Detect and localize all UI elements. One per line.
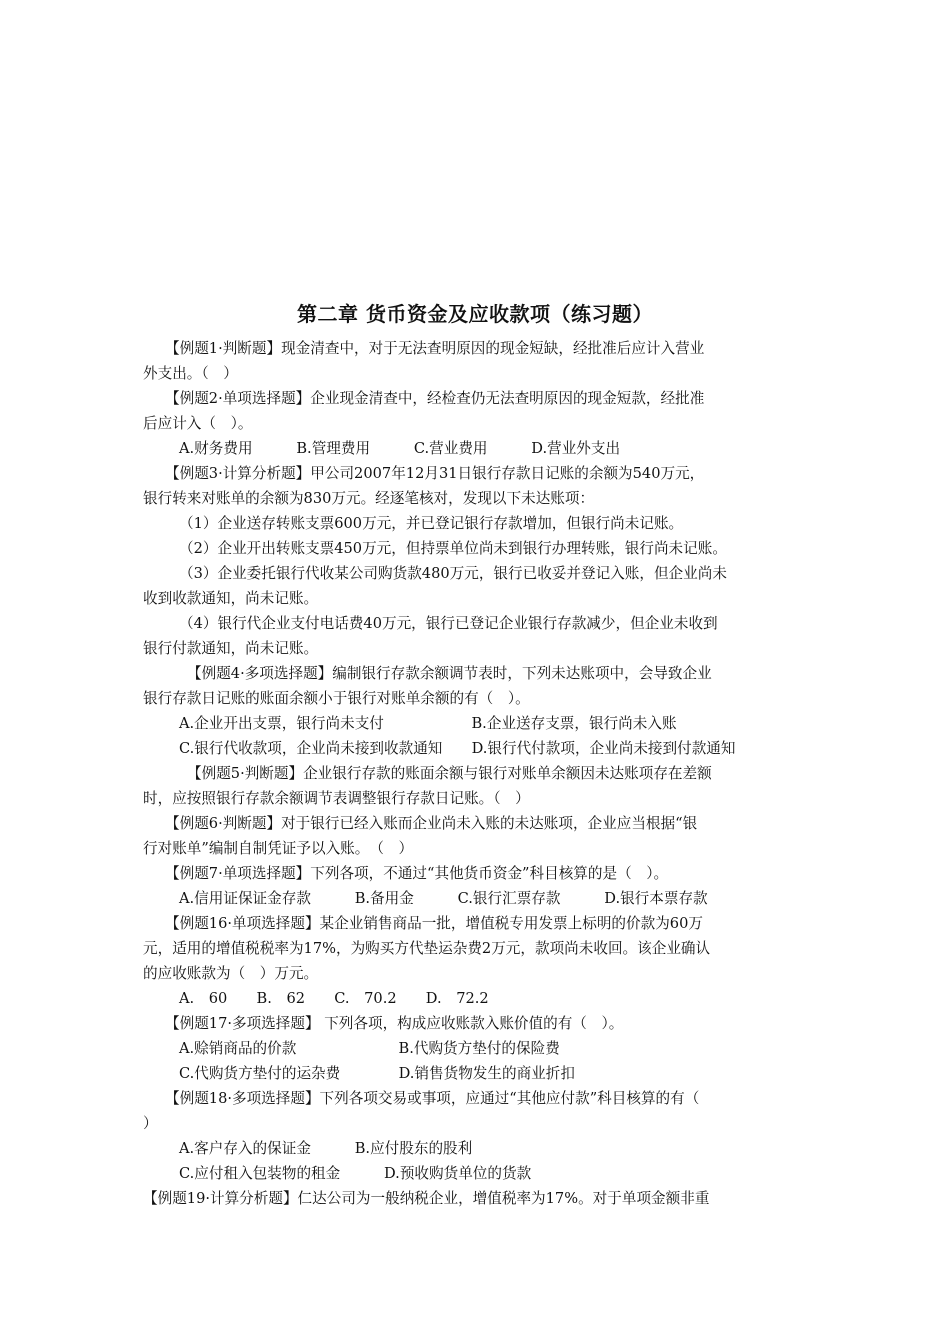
q4-line-2: 银行存款日记账的账面余额小于银行对账单余额的有（ ）。 — [143, 690, 530, 707]
q7-options: A.信用证保证金存款 B.备用金 C.银行汇票存款 D.银行本票存款 — [179, 890, 708, 907]
q3-line-1: 【例题3·计算分析题】甲公司2007年12月31日银行存款日记账的余额为540万元， — [165, 465, 705, 482]
q3-item-3-line-2: 收到收款通知，尚未记账。 — [143, 590, 319, 607]
q16-options: A. 60 B. 62 C. 70.2 D. 72.2 — [179, 990, 489, 1007]
q2-options: A.财务费用 B.管理费用 C.营业费用 D.营业外支出 — [179, 440, 621, 457]
q19-line-1: 【例题19·计算分析题】仁达公司为一般纳税企业，增值税率为17%。对于单项金额非重 — [143, 1190, 710, 1207]
q4-options-ab: A.企业开出支票，银行尚未支付 B.企业送存支票，银行尚未入账 — [179, 715, 677, 732]
q18-line-1: 【例题18·多项选择题】下列各项交易或事项，应通过“其他应付款”科目核算的有（ — [165, 1090, 700, 1107]
q5-line-1: 【例题5·判断题】企业银行存款的账面余额与银行对账单余额因未达账项存在差额 — [187, 765, 712, 782]
q3-item-4-line-2: 银行付款通知，尚未记账。 — [143, 640, 319, 657]
q17-options-ab: A.赊销商品的价款 B.代购货方垫付的保险费 — [179, 1040, 560, 1057]
q5-line-2: 时，应按照银行存款余额调节表调整银行存款日记账。（ ） — [143, 790, 530, 807]
q6-line-1: 【例题6·判断题】对于银行已经入账而企业尚未入账的未达账项，企业应当根据“银 — [165, 815, 698, 832]
q7-line-1: 【例题7·单项选择题】下列各项，不通过“其他货币资金”科目核算的是（ ）。 — [165, 865, 669, 882]
chapter-title: 第二章 货币资金及应收款项（练习题） — [297, 302, 653, 326]
q3-item-4-line-1: （4）银行代企业支付电话费40万元，银行已登记企业银行存款减少，但企业未收到 — [179, 615, 718, 632]
q17-options-cd: C.代购货方垫付的运杂费 D.销售货物发生的商业折扣 — [179, 1065, 575, 1082]
q3-line-2: 银行转来对账单的余额为830万元。经逐笔核对，发现以下未达账项： — [143, 490, 595, 507]
document-page — [143, 296, 807, 1211]
q16-line-3: 的应收账款为（ ）万元。 — [143, 965, 319, 982]
q6-line-2: 行对账单”编制自制凭证予以入账。 （ ） — [143, 840, 414, 857]
q4-line-1: 【例题4·多项选择题】编制银行存款余额调节表时，下列未达账项中，会导致企业 — [187, 665, 712, 682]
q17-line-1: 【例题17·多项选择题】 下列各项，构成应收账款入账价值的有（ ）。 — [165, 1015, 624, 1032]
q3-item-1: （1）企业送存转账支票600万元，并已登记银行存款增加，但银行尚未记账。 — [179, 515, 684, 532]
q1-line-1: 【例题1·判断题】现金清查中，对于无法查明原因的现金短缺，经批准后应计入营业 — [165, 340, 705, 357]
q4-options-cd: C.银行代收款项，企业尚未接到收款通知 D.银行代付款项，企业尚未接到付款通知 — [179, 740, 736, 757]
q16-line-2: 元，适用的增值税税率为17%，为购买方代垫运杂费2万元，款项尚未收回。该企业确认 — [143, 940, 711, 957]
q3-item-2: （2）企业开出转账支票450万元，但持票单位尚未到银行办理转账，银行尚未记账。 — [179, 540, 727, 557]
q16-line-1: 【例题16·单项选择题】某企业销售商品一批，增值税专用发票上标明的价款为60万 — [165, 915, 703, 932]
q3-item-3-line-1: （3）企业委托银行代收某公司购货款480万元，银行已收妥并登记入账，但企业尚未 — [179, 565, 727, 582]
q18-options-cd: C.应付租入包装物的租金 D.预收购货单位的货款 — [179, 1165, 532, 1182]
q2-line-2: 后应计入（ ）。 — [143, 415, 253, 432]
q1-line-2: 外支出。（ ） — [143, 365, 238, 382]
q18-line-2: ） — [143, 1115, 158, 1132]
q2-line-1: 【例题2·单项选择题】企业现金清查中，经检查仍无法查明原因的现金短款，经批准 — [165, 390, 705, 407]
q18-options-ab: A.客户存入的保证金 B.应付股东的股利 — [179, 1140, 473, 1157]
